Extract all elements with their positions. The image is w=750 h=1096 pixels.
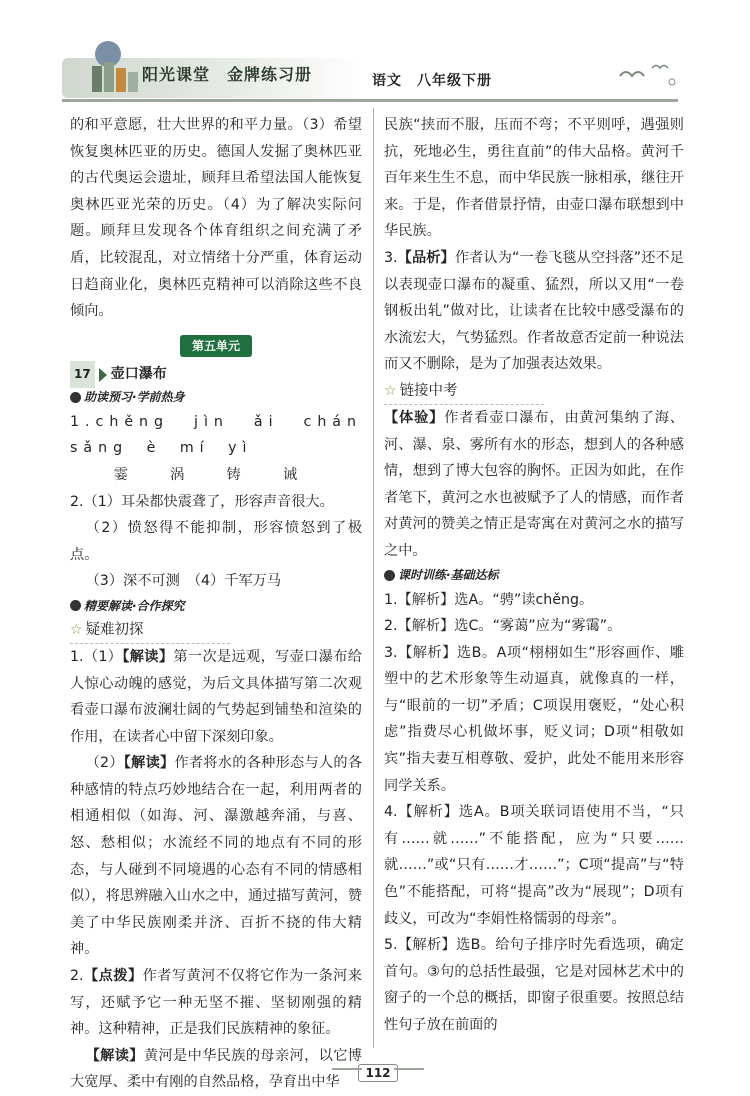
section-title: 精要解读·合作探究 [84,598,185,613]
answer-paragraph: 1.（1）【解读】第一次是远观，写壶口瀑布给人惊心动魄的感觉，为后文具体描写第二次观看壶口瀑布波澜壮阔的气势起到铺垫和渲染的作用，在读者心中留下深刻印象。 [70,648,362,745]
page-header [0,0,750,100]
answer-text: 作者看壶口瀑布，由黄河集纳了海、河、瀑、泉、雾所有水的形态，想到人的各种感情，想到了博大包容的胸怀。正因为如此，在作者笔下，黄河之水也被赋予了人的情感，而作者对黄河的赞美之情正是寄寓在对黄河之水的描写之中。 [384,409,684,559]
answer-text: 作者认为“一卷飞毯从空抖落”还不足以表现壶口瀑布的凝重、猛烈，所以又用“一卷钢板出轧”做对比，让读者在比较中感受瀑布的水流宏大，气势猛烈。作者故意否定前一种说法而又不删除，是为了加强表达效果。 [384,249,684,373]
answer-line: 2.（1）耳朵都快震聋了，形容声音很大。 [70,493,334,510]
answer-chars: 霎 涡 铸 诫 [85,466,312,483]
subsection-title: 疑难初探 [85,621,144,638]
answer-paragraph: 4.【解析】选A。B项关联词语使用不当，“只有……就……”不能搭配，应为“只要……就……”或“只有……才……”；C项“提高”与“特色”不能搭配，可将“提高”改为“展现”；D项有歧义，可改为“李娟性格懦弱的母亲”。 [384,804,684,927]
lesson-title: 壶口瀑布 [110,366,167,383]
answer-text: 第一次是远观，写壶口瀑布给人惊心动魄的感觉，为后文具体描写第二次观看壶口瀑布波澜壮阔的气势起到铺垫和渲染的作用，在读者心中留下深刻印象。 [70,648,362,745]
section-heading [70,595,362,617]
subject-title: 语文 八年级下册 [372,73,492,89]
lesson-heading [70,363,362,387]
section-title: 助读预习·学前热身 [84,390,185,405]
left-column [70,112,362,1096]
answer-line: 2.【解析】选C。“雾蔼”应为“雾霭”。 [384,618,622,635]
star-icon: ☆ [70,621,83,638]
section-bullet-icon [70,600,81,611]
answer-paragraph: 5.【解析】选B。给句子排序时先看选项，确定首句。③句的总括性最强，它是对园林艺术中的窗子的一个总的概括，即窗子很重要。按照总结性句子放在前面的 [384,937,684,1033]
section-heading [70,387,362,409]
lesson-number: 17 [70,361,95,388]
answer-paragraph: 2.【点拨】作者写黄河不仅将它作为一条河来写，还赋予它一种无坚不摧、坚韧刚强的精神。这种精神，正是我们民族精神的象征。 [70,968,362,1038]
column-divider [373,108,374,1048]
paragraph: 民族“挟而不服，压而不弯；不平则呼，遇强则抗，死地必生，勇往直前”的伟大品格。黄河千百年来生生不息，而中华民族一脉相承，继往开来。于是，作者借景抒情，由壶口瀑布联想到中华民族。 [384,117,684,240]
answer-text: 作者写黄河不仅将它作为一条河来写，还赋予它一种无坚不摧、坚韧刚强的精神。这种精神，正是我们民族精神的象征。 [70,968,362,1038]
answer-pinyin: 1.chěng jìn ǎi chán sǎng è mí yì [70,413,362,457]
answer-tag: 【品析】 [397,249,455,266]
answer-line: （3）深不可测 （4）千军万马 [85,573,282,590]
answer-tag: 【点拨】 [83,968,143,985]
answer-paragraph: （2）【解读】作者将水的各种形态与人的各种感情的特点巧妙地结合在一起，利用两者的相通相似（如海、河、瀑激越奔涌，与喜、怒、愁相似；水流经不同的地点有不同的形态，与人碰到不同境遇的心态有不同的情感相似），将思辨融入山水之中，通过描写黄河，赞美了中华民族刚柔并济、百折不挠的伟大精神。 [70,755,362,958]
answer-tag: 【体验】 [384,409,445,426]
answer-tag: 【解读】 [123,755,175,772]
subsection-title: 链接中考 [399,382,458,399]
ornament-left [332,1068,362,1070]
unit-heading [70,333,362,359]
answer-paragraph: 3.【解析】选B。A项“栩栩如生”形容画作、雕塑中的艺术形象等生动逼真，就像真的一样，与“眼前的一切”矛盾；C项误用褒贬，“处心积虑”指费尽心机做坏事，贬义词；D项“相敬如宾”指夫妻互相尊敬、爱护，此处不能用来形容同学关系。 [384,644,684,794]
answer-line: （2）愤怒得不能抑制，形容愤怒到了极点。 [70,520,362,563]
paragraph: 的和平意愿，壮大世界的和平力量。（3）希望恢复奥林匹亚的历史。德国人发掘了奥林匹亚的古代奥运会遗址，顾拜旦希望法国人能恢复奥林匹亚光荣的历史。（4）为了解决实际问题。顾拜旦发现各个体育组织之间充满了矛盾，比较混乱，对立情绪十分严重，体育运动日趋商业化，奥林匹克精神可以消除这些不良倾向。 [70,117,362,320]
ornament-right [394,1068,424,1070]
page-number: 112 [358,1064,397,1082]
answer-text: 黄河是中华民族的母亲河，以它博大宽厚、柔中有刚的自然品格，孕育出中华 [70,1047,362,1091]
section-bullet-icon [384,570,395,581]
subsection-heading [70,617,230,644]
subsection-heading [384,378,544,405]
section-bullet-icon [70,392,81,403]
header-rule [62,99,678,102]
arrow-icon [99,368,107,382]
page-number-block [338,1062,418,1082]
section-heading [384,565,684,587]
unit-badge: 第五单元 [180,335,252,357]
brand-title: 阳光课堂 金牌练习册 [142,65,313,84]
book-logo-icon [78,36,148,98]
answer-tag: 【解读】 [85,1047,144,1064]
section-title: 课时训练·基础达标 [398,568,499,583]
birds-icon [612,58,682,88]
star-icon: ☆ [384,382,397,399]
answer-line: 1.【解析】选A。“骋”读chěng。 [384,591,594,608]
answer-paragraph: 3.【品析】作者认为“一卷飞毯从空抖落”还不足以表现壶口瀑布的凝重、猛烈，所以又用“一卷钢板出轧”做对比，让读者在比较中感受瀑布的水流宏大，气势猛烈。作者故意否定前一种说法而又不删除，是为了加强表达效果。 [384,249,684,373]
right-column [384,112,684,1039]
answer-text: 作者将水的各种形态与人的各种感情的特点巧妙地结合在一起，利用两者的相通相似（如海、河、瀑激越奔涌，与喜、怒、愁相似；水流经不同的地点有不同的形态，与人碰到不同境遇的心态有不同的情感相似），将思辨融入山水之中，通过描写黄河，赞美了中华民族刚柔并济、百折不挠的伟大精神。 [70,755,362,958]
answer-tag: 【解读】 [122,648,174,665]
answer-paragraph [70,1043,362,1096]
answer-paragraph [384,405,684,565]
